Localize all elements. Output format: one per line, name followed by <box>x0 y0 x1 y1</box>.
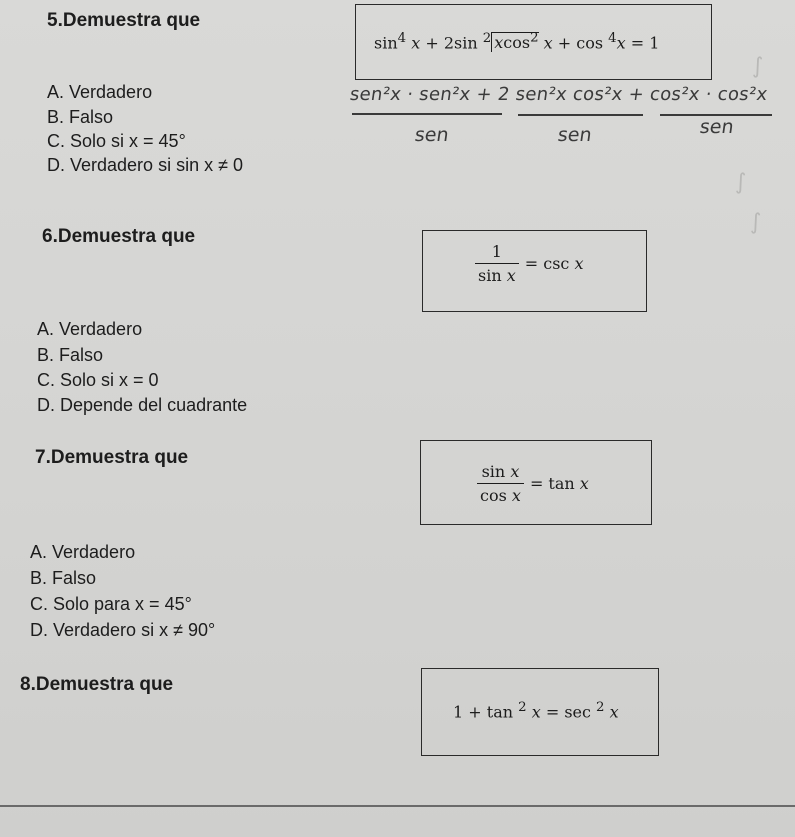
q7-formula-box <box>420 440 652 525</box>
q8-eq: = sec <box>540 702 597 722</box>
q6-denominator <box>475 263 519 285</box>
q5-eq: = 1 <box>625 33 660 53</box>
q7-formula <box>477 462 589 505</box>
q8-title: 8.Demuestra que <box>20 674 174 695</box>
handwritten-numerator: sen²x · sen²x + 2 sen²x cos²x + cos²x · cos²x <box>348 84 769 105</box>
q5-sin: sin <box>374 33 398 53</box>
q8-exp-2: 2 <box>596 700 605 715</box>
q6-rhs-var: x <box>574 254 584 273</box>
show-through-mark-1: ∫ <box>752 54 764 79</box>
q6-option-d[interactable]: D. Depende del cuadrante <box>37 395 248 415</box>
q8-var-2: x <box>609 702 619 722</box>
q5-var-3: x <box>543 33 553 53</box>
q7-rhs-var: x <box>579 474 589 493</box>
q6-option-b[interactable]: B. Falso <box>37 345 104 365</box>
handwritten-denominator-2: sen <box>556 124 594 146</box>
q6-option-a[interactable]: A. Verdadero <box>37 319 143 339</box>
q6-den-var: x <box>506 266 516 285</box>
q8-lhs: 1 + tan <box>453 702 519 722</box>
q7-option-a[interactable]: A. Verdadero <box>30 542 136 562</box>
q7-option-b[interactable]: B. Falso <box>30 568 97 588</box>
q6-fraction <box>475 242 519 285</box>
q5-cos: cos <box>503 33 531 53</box>
fraction-bar-1 <box>352 113 502 115</box>
q8-formula-box <box>421 668 659 756</box>
q8-formula <box>453 700 619 721</box>
q5-option-c[interactable]: C. Solo si x = 45° <box>47 131 186 151</box>
fraction-bar-2 <box>518 114 643 116</box>
q5-exp-2: 2 <box>482 31 492 46</box>
q5-formula <box>374 31 659 52</box>
q7-title: 7.Demuestra que <box>35 447 189 468</box>
q5-radical <box>491 32 538 52</box>
q8-exp-1: 2 <box>518 700 527 715</box>
q5-var-1: x <box>411 33 421 53</box>
q5-var-2: x <box>494 33 504 53</box>
q5-term-3: + cos <box>552 33 609 53</box>
q5-var-4: x <box>616 33 626 53</box>
q7-numerator <box>479 462 523 483</box>
q7-den-var: x <box>511 486 521 505</box>
q7-fraction <box>477 462 524 505</box>
q7-rhs: = tan <box>529 474 575 493</box>
show-through-mark-2: ∫ <box>735 170 747 195</box>
q5-exp-1: 4 <box>397 31 407 46</box>
handwritten-denominator-3: sen <box>698 116 736 138</box>
q8-var-1: x <box>531 702 541 722</box>
q6-rhs: = csc <box>524 254 570 273</box>
q5-formula-box <box>355 4 712 80</box>
q5-term-2: + 2sin <box>420 33 483 53</box>
q5-option-d[interactable]: D. Verdadero si sin x ≠ 0 <box>47 155 243 175</box>
q7-num-var: x <box>510 462 520 481</box>
q7-den-fn: cos <box>480 486 507 505</box>
q5-exp-4: 4 <box>608 31 617 46</box>
q6-title: 6.Demuestra que <box>42 226 196 247</box>
page-divider-line <box>0 805 795 807</box>
q5-exp-3: 2 <box>530 31 539 46</box>
q6-den-fn: sin <box>478 266 502 285</box>
handwritten-denominator-1: sen <box>413 124 451 146</box>
q5-title: 5.Demuestra que <box>47 10 201 31</box>
q6-formula <box>475 242 584 285</box>
q6-option-c[interactable]: C. Solo si x = 0 <box>37 370 159 390</box>
q7-num-fn: sin <box>481 462 506 481</box>
q5-option-a[interactable]: A. Verdadero <box>47 82 153 102</box>
q6-formula-box <box>422 230 647 312</box>
q7-option-c[interactable]: C. Solo para x = 45° <box>30 594 192 614</box>
show-through-mark-3: ∫ <box>750 210 762 235</box>
q5-option-b[interactable]: B. Falso <box>47 107 114 127</box>
q7-option-d[interactable]: D. Verdadero si x ≠ 90° <box>30 620 216 640</box>
q7-denominator <box>477 483 524 505</box>
q6-numerator: 1 <box>491 242 502 261</box>
